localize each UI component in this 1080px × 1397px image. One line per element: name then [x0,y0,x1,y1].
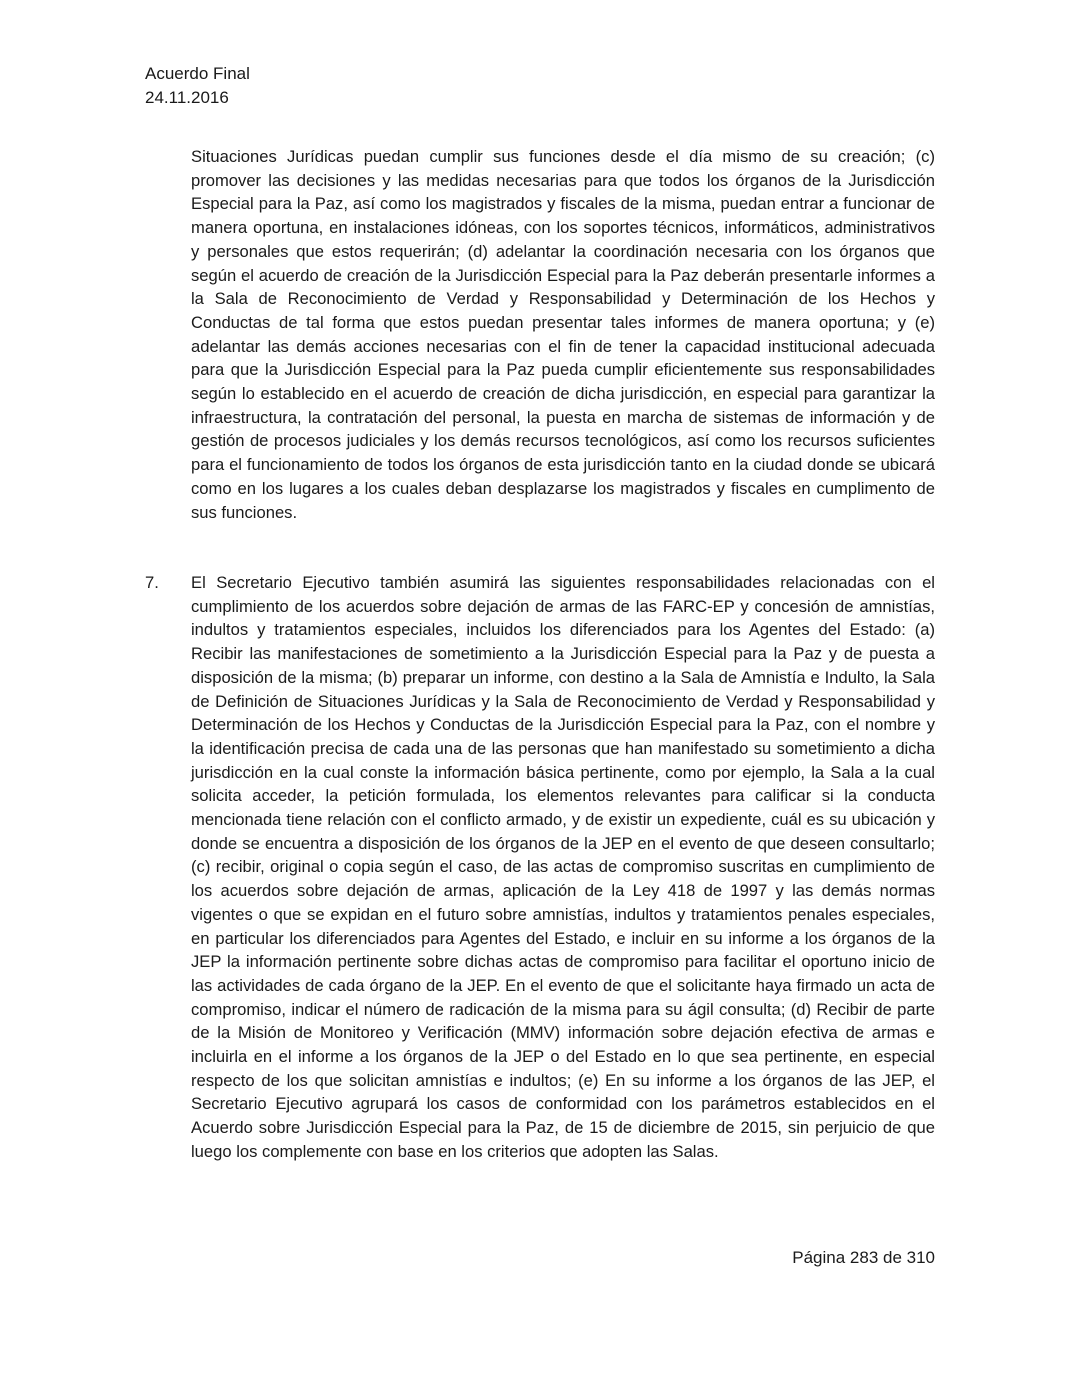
document-title: Acuerdo Final [145,64,250,83]
list-item-number: 7. [145,573,159,592]
continuation-paragraph: Situaciones Jurídicas puedan cumplir sus funciones desde el día mismo de su creación; (c) promover las decisiones y las medidas necesarias para que todos los órganos de la Jurisdicción Especial para la Paz, así como los magistrados y fiscales de la misma, puedan entrar a funcionar de manera oportuna, en instalaciones idóneas, con los soportes técnicos, informáticos, administrativos y personales que estos requerirán; (d) adelantar la coordinación necesaria con los órganos que según el acuerdo de creación de la Jurisdicción Especial para la Paz deberán presentarle informes a la Sala de Reconocimiento de Verdad y Responsabilidad y Determinación de los Hechos y Conductas de tal forma que estos puedan presentar tales informes de manera oportuna; y (e) adelantar las demás acciones necesarias con el fin de tener la capacidad institucional adecuada para que la Jurisdicción Especial para la Paz pueda cumplir eficientemente sus responsabilidades según lo establecido en el acuerdo de creación de dicha jurisdicción, en especial para garantizar la infraestructura, la contratación del personal, la puesta en marcha de sistemas de información y de gestión de procesos judiciales y los demás recursos tecnológicos, así como los recursos suficientes para el funcionamiento de todos los órganos de esta jurisdicción tanto en la ciudad donde se ubicará como en los lugares a los cuales deban desplazarse los magistrados y fiscales en cumplimento de sus funciones. [191,147,935,522]
document-date: 24.11.2016 [145,88,229,107]
page-number: Página 283 de 310 [792,1248,935,1267]
page-header [145,62,250,110]
list-item-text: El Secretario Ejecutivo también asumirá las siguientes responsabilidades relacionadas con el cumplimiento de los acuerdos sobre dejación de armas de las FARC-EP y concesión de amnistías, indultos y tratamientos especiales, incluidos los diferenciados para los Agentes del Estado: (a) Recibir las manifestaciones de sometimiento a la Jurisdicción Especial para la Paz y de puesta a disposición de la misma; (b) preparar un informe, con destino a la Sala de Amnistía e Indulto, la Sala de Definición de Situaciones Jurídicas y la Sala de Reconocimiento de Verdad y Responsabilidad y Determinación de los Hechos y Conductas de la Jurisdicción Especial para la Paz, con el nombre y la identificación precisa de cada una de las personas que han manifestado su sometimiento a dicha jurisdicción en la cual conste la información básica pertinente, como por ejemplo, la Sala a la cual solicita acceder, la petición formulada, los elementos relevantes para calificar si la conducta mencionada tiene relación con el conflicto armado, y de existir un expediente, cuál es su ubicación y donde se encuentra a disposición de los órganos de la JEP en el evento de que deseen consultarlo; (c) recibir, original o copia según el caso, de las actas de compromiso suscritas en cumplimiento de los acuerdos sobre dejación de armas, aplicación de la Ley 418 de 1997 y las demás normas vigentes o que se expidan en el futuro sobre amnistías, indultos y tratamientos penales especiales, en particular los diferenciados para Agentes del Estado, e incluir en su informe a los órganos de la JEP la información pertinente sobre dichas actas de compromiso para facilitar el oportuno inicio de las actividades de cada órgano de la JEP. En el evento de que el solicitante haya firmado un acta de compromiso, indicar el número de radicación de la misma para su ágil consulta; (d) Recibir de parte de la Misión de Monitoreo y Verificación (MMV) información sobre dejación efectiva de armas e incluirla en el informe a los órganos de la JEP o del Estado en lo que sea pertinente, en especial respecto de los que solicitan amnistías e indultos; (e) En su informe a los órganos de las JEP, el Secretario Ejecutivo agrupará los casos de conformidad con los parámetros establecidos en el Acuerdo sobre Jurisdicción Especial para la Paz, de 15 de diciembre de 2015, sin perjuicio de que luego los complemente con base en los criterios que adopten las Salas. [191,573,935,1161]
